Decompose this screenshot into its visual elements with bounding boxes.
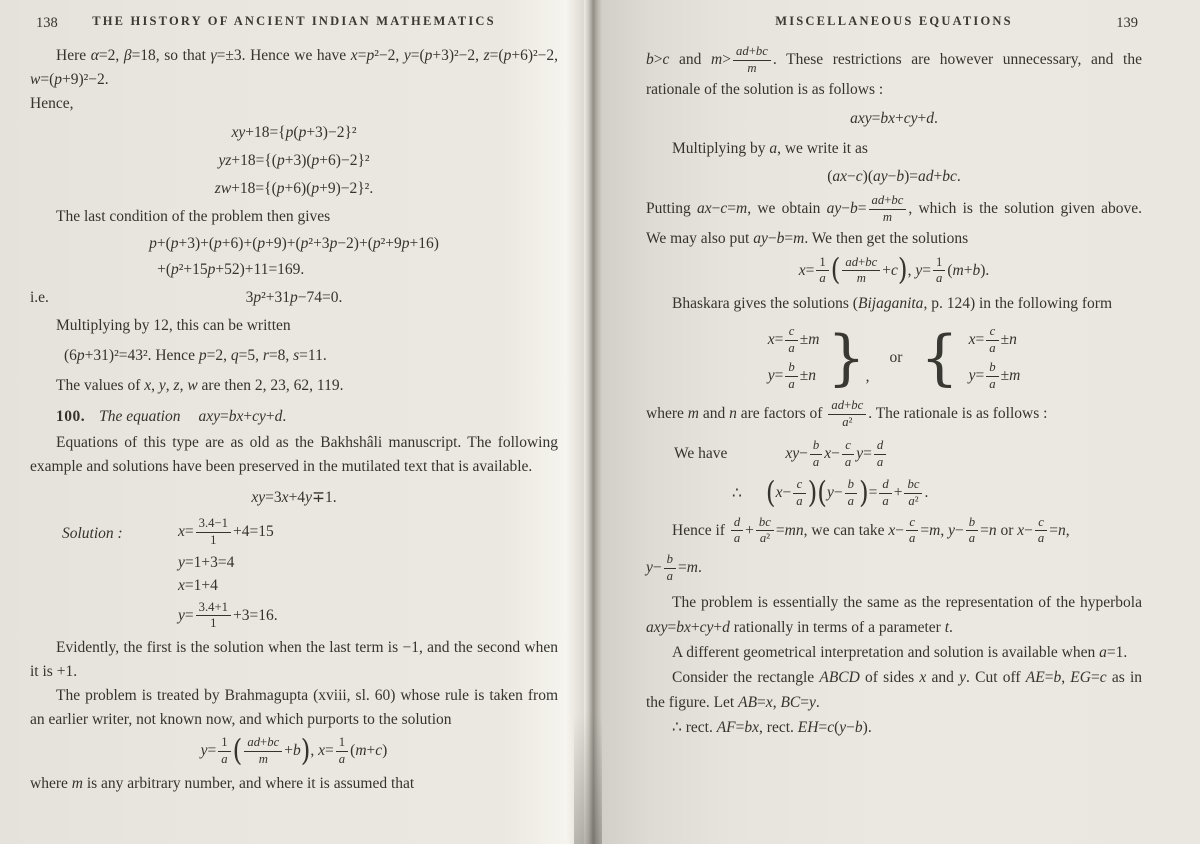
sys1-eq2: y= $\frac{b}{a}$ ±n — [767, 360, 816, 392]
right-page-number: 139 — [1116, 15, 1138, 31]
eq-sol4: y= $\frac{3.4+1}{1}$ +3=16. — [178, 599, 278, 631]
para-intro: Here α=2, β=18, so that γ=±3. Hence we have x=p²−2, y=(p+3)²−2, z=(p+6)²−2, w=(p+9)²−2. — [30, 47, 558, 88]
therefore-symbol: ∴ — [732, 484, 742, 502]
eq-solutions: x= $\frac{1}{a}$ ( $\frac{ad+bc}{m}$ +c), y= $\frac{1}{a}$ (m+b). — [798, 252, 990, 288]
para-where-m: where m is any arbitrary number, and where it is assumed that — [30, 775, 415, 792]
left-page-content — [0, 0, 584, 844]
eq-quadratic: 3p²+31p−74=0. — [245, 289, 343, 306]
eq-sol1: x= $\frac{3.4-1}{1}$ +4=15 — [178, 516, 274, 547]
eq-xy18: xy+18={p(p+3)−2}² — [231, 124, 357, 141]
ie-label: i.e. — [30, 289, 49, 306]
left-brace: { — [920, 323, 959, 394]
para-multiplying-12: Multiplying by 12, this can be written — [56, 317, 291, 334]
left-page-number: 138 — [36, 15, 58, 31]
we-have-label: We have — [674, 445, 728, 463]
system-comma: , — [865, 368, 870, 386]
para-bakhshali: Equations of this type are as old as the Bakhshâli manuscript. The following example and solutions have been preserved in the mutilated text that is available. — [30, 434, 558, 475]
eq-we-have: xy− $\frac{b}{a}$ x− $\frac{c}{a}$ y= $\frac{d}{a}$ — [785, 438, 888, 471]
right-brace: } — [827, 323, 866, 394]
solution-equations — [178, 516, 558, 632]
para-multiplying-a: Multiplying by a, we write it as — [672, 139, 868, 157]
section-100 — [56, 405, 558, 429]
bhaskara-system — [646, 322, 1142, 394]
para-putting: Putting ax−c=m, we obtain ay−b= $\frac{ad+bc}{m}$ , which is the solution given above. We may also put ay−b=m. We then get the solutions — [646, 192, 1142, 247]
eq-example: xy=3x+4y∓1. — [251, 489, 337, 506]
eq-product: (ax−c)(ay−b)=ad+bc. — [827, 167, 961, 185]
eq-factored: (x− $\frac{c}{a}$ )(y− $\frac{b}{a}$ )= $\frac{d}{a}$ + $\frac{bc}{\text{a²}}$ . — [765, 474, 929, 510]
right-page-header — [646, 14, 1142, 38]
eq-zw18: zw+18={(p+6)(p+9)−2}². — [214, 180, 374, 197]
para-last-condition: The last condition of the problem then gives — [56, 208, 331, 225]
para-evidently: Evidently, the first is the solution when the last term is −1, and the second when it is +1. — [30, 639, 558, 681]
sys1-eq1: x= $\frac{c}{a}$ ±m — [767, 324, 820, 356]
eq-sol2: y=1+3=4 — [178, 553, 235, 571]
para-values: The values of x, y, z, w are then 2, 23, 62, 119. — [56, 377, 344, 394]
section-equation: axy=bx+cy+d. — [198, 408, 287, 425]
para-different: A different geometrical interpretation and solution is available when a=1. — [672, 644, 1128, 661]
right-page-content — [602, 0, 1200, 844]
eq-brahmagupta: y= $\frac{1}{a}$ ( $\frac{ad+bc}{m}$ +b), x= $\frac{1}{a}$ (m+c) — [200, 733, 388, 768]
para-restrictions: b>c and m> $\frac{ad+bc}{m}$ . These restrictions are however unnecessary, and the rationale of the solution is as follows : — [646, 44, 1142, 98]
para-factors: where m and n are factors of $\frac{ad+bc}{\text{a²}}$ . The rationale is as follows : — [646, 398, 1048, 430]
therefore-row — [646, 474, 1142, 510]
para-brahmagupta: The problem is treated by Brahmagupta (xviii, sl. 60) whose rule is taken from an earlier writer, not known now, and which purports to the solution — [30, 687, 558, 728]
para-bhaskara: Bhaskara gives the solutions (Bijaganita, p. 124) in the following form — [672, 295, 1112, 313]
solution-block — [30, 516, 558, 632]
page-left — [0, 0, 584, 844]
page-right — [602, 0, 1200, 844]
system-1 — [768, 322, 820, 394]
eq-sum-line2: +(p²+15p+52)+11=169. — [157, 261, 305, 278]
left-running-title: THE HISTORY OF ANCIENT INDIAN MATHEMATICS — [92, 14, 496, 28]
sys2-eq2: y= $\frac{b}{a}$ ±m — [968, 360, 1021, 392]
eq-axy: axy=bx+cy+d. — [850, 109, 938, 127]
eq-solution-pqrs: (6p+31)²=43². Hence p=2, q=5, r=8, s=11. — [64, 347, 327, 364]
book-gutter — [584, 0, 602, 844]
solution-label: Solution : — [62, 525, 123, 542]
para-rectangle: Consider the rectangle ABCD of sides x and y. Cut off AE=b, EG=c as in the figure. Let AB=x, BC=y. — [646, 669, 1142, 711]
para-hence-line1: Hence if $\frac{d}{a}$ + $\frac{bc}{\text{a²}}$ =mn, we can take x− $\frac{c}{a}$ =m, y− $\frac{b}{a}$ =n or x− $\frac{c}{a}$ =n, — [672, 514, 1070, 546]
left-page-header — [30, 14, 558, 38]
display-equation-sum — [30, 231, 558, 283]
hence-label: Hence, — [30, 95, 74, 112]
section-number: 100. — [56, 408, 86, 425]
display-equations-xy18 — [30, 119, 558, 203]
eq-sol3: x=1+4 — [178, 577, 218, 595]
system-2 — [969, 322, 1021, 394]
eq-sum-line1: p+(p+3)+(p+6)+(p+9)+(p²+3p−2)+(p²+9p+16) — [149, 235, 439, 252]
para-problem: The problem is essentially the same as the representation of the hyperbola axy=bx+cy+d rationally in terms of a parameter t. — [646, 594, 1142, 636]
or-label: or — [889, 349, 903, 367]
right-running-title: MISCELLANEOUS EQUATIONS — [775, 14, 1013, 28]
ie-row — [30, 285, 558, 311]
para-rect-conclusion: ∴ rect. AF=bx, rect. EH=c(y−b). — [672, 719, 872, 736]
we-have-row — [646, 438, 1142, 471]
para-hence-line2: y− $\frac{b}{a}$ =m. — [646, 552, 702, 584]
sys2-eq1: x= $\frac{c}{a}$ ±n — [968, 324, 1017, 356]
eq-yz18: yz+18={(p+3)(p+6)−2}² — [218, 152, 370, 169]
section-label: The equation — [99, 408, 181, 425]
